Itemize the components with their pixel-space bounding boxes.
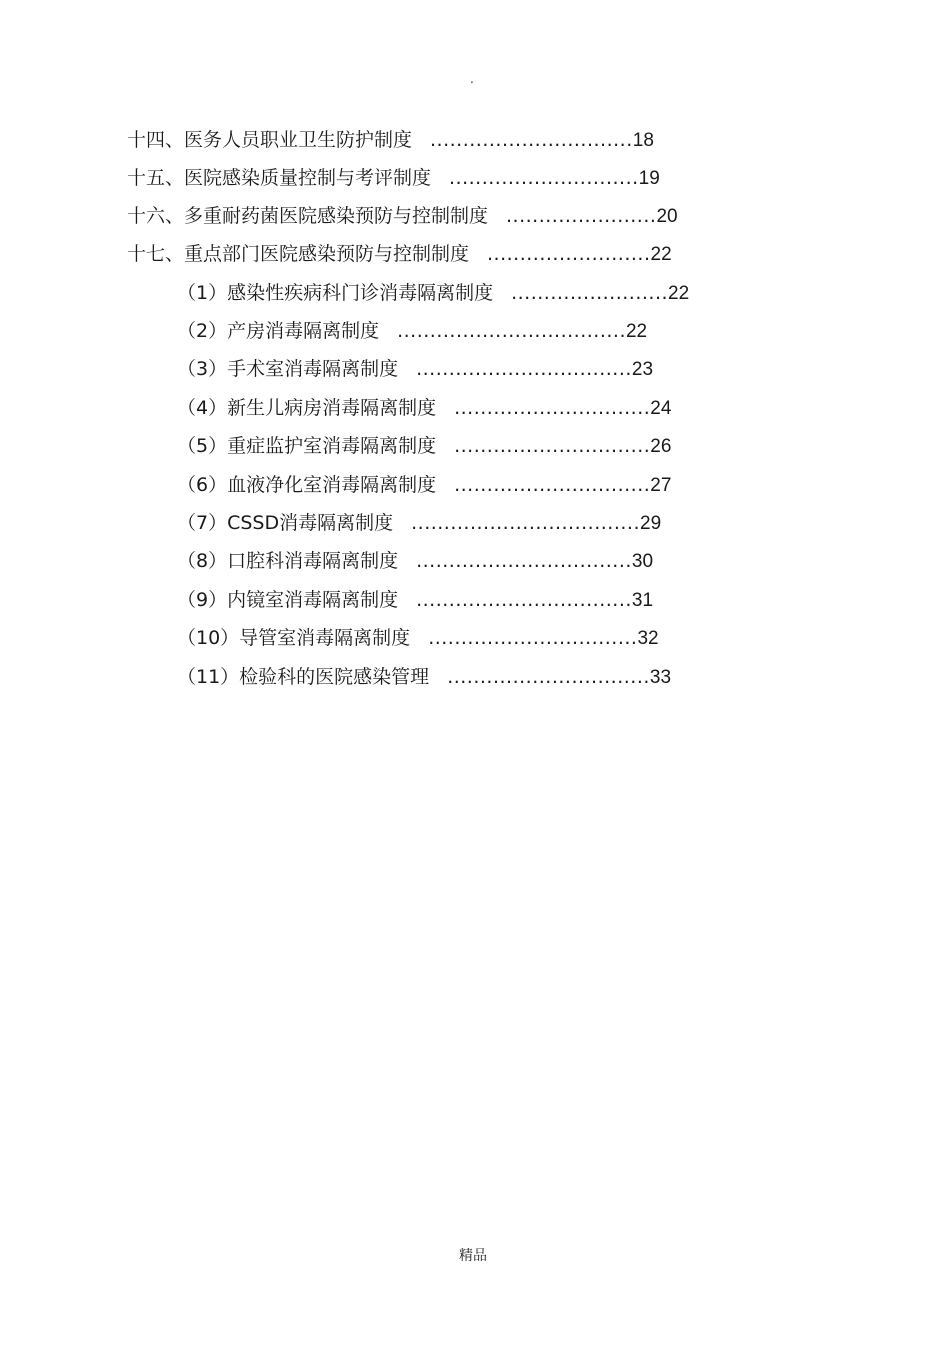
toc-entry[interactable] (127, 126, 654, 154)
toc-entry-title: （2）产房消毒隔离制度 (177, 320, 380, 342)
toc-entry-leader: ................................. (416, 550, 632, 572)
toc-entry-page: 24 (650, 398, 672, 419)
toc-entry-page: 20 (656, 206, 678, 227)
toc-entry-leader: ........................ (511, 282, 669, 304)
header-mark: . (470, 72, 474, 86)
toc-entry-title: （7）CSSD消毒隔离制度 (177, 512, 394, 534)
toc-entry-page: 26 (650, 436, 672, 457)
toc-entry-title: （8）口腔科消毒隔离制度 (177, 550, 399, 572)
toc-entry-leader: ................................. (416, 358, 632, 380)
toc-entry-leader: ................................... (397, 320, 626, 342)
toc-entry[interactable] (177, 432, 671, 460)
toc-entry[interactable] (177, 586, 653, 614)
toc-entry[interactable] (177, 547, 653, 575)
toc-entry-page: 18 (632, 130, 654, 151)
toc-entry[interactable] (177, 394, 671, 422)
toc-entry-page: 30 (631, 551, 654, 572)
toc-entry-leader: ................................ (428, 627, 638, 649)
toc-entry-title: （9）内镜室消毒隔离制度 (177, 589, 399, 611)
toc-entry-title: （10）导管室消毒隔离制度 (177, 627, 411, 649)
toc-entry-title: 十四、医务人员职业卫生防护制度 (127, 129, 413, 151)
toc-entry-leader: ............................... (447, 666, 650, 688)
toc-entry-page: 33 (649, 667, 672, 688)
toc-entry-page: 29 (640, 513, 662, 534)
toc-entry-leader: ................................. (416, 589, 632, 611)
toc-entry-page: 23 (631, 359, 654, 380)
toc-entry-leader: ....................... (506, 205, 657, 227)
toc-entry-page: 22 (650, 244, 672, 265)
toc-entry-leader: ......................... (487, 243, 651, 265)
toc-entry-page: 31 (631, 590, 654, 611)
toc-entry-leader: .............................. (454, 474, 651, 496)
toc-entry[interactable] (177, 279, 689, 307)
toc-entry-title: 十五、医院感染质量控制与考评制度 (127, 167, 432, 189)
toc-entry[interactable] (177, 509, 661, 537)
toc-entry-page: 32 (637, 628, 659, 649)
toc-entry[interactable] (127, 240, 672, 268)
toc-entry[interactable] (177, 355, 653, 383)
toc-entry[interactable] (177, 471, 671, 499)
toc-entry-title: （4）新生儿病房消毒隔离制度 (177, 397, 437, 419)
toc-entry-leader: .............................. (454, 397, 651, 419)
toc-entry-page: 27 (650, 475, 672, 496)
toc-entry[interactable] (177, 624, 659, 652)
toc-entry-page: 19 (638, 168, 660, 189)
toc-entry-title: （1）感染性疾病科门诊消毒隔离制度 (177, 282, 494, 304)
toc-entry-leader: ............................. (449, 167, 639, 189)
toc-entry-title: 十七、重点部门医院感染预防与控制制度 (127, 243, 470, 265)
toc-entry-leader: ............................... (430, 129, 633, 151)
toc-entry[interactable] (127, 202, 678, 230)
toc-entry[interactable] (127, 164, 660, 192)
toc-entry-title: （5）重症监护室消毒隔离制度 (177, 435, 437, 457)
toc-entry[interactable] (177, 663, 671, 691)
toc-entry-leader: ................................... (411, 512, 640, 534)
toc-entry-page: 22 (625, 321, 648, 342)
toc-entry-title: 十六、多重耐药菌医院感染预防与控制制度 (127, 205, 489, 227)
toc-entry-leader: .............................. (454, 435, 651, 457)
toc-entry-title: （3）手术室消毒隔离制度 (177, 358, 399, 380)
toc-entry-page: 22 (668, 283, 690, 304)
page-footer: 精品 (459, 1248, 487, 1264)
toc-entry-title: （6）血液净化室消毒隔离制度 (177, 474, 437, 496)
toc-entry[interactable] (177, 317, 647, 345)
toc-entry-title: （11）检验科的医院感染管理 (177, 666, 430, 688)
